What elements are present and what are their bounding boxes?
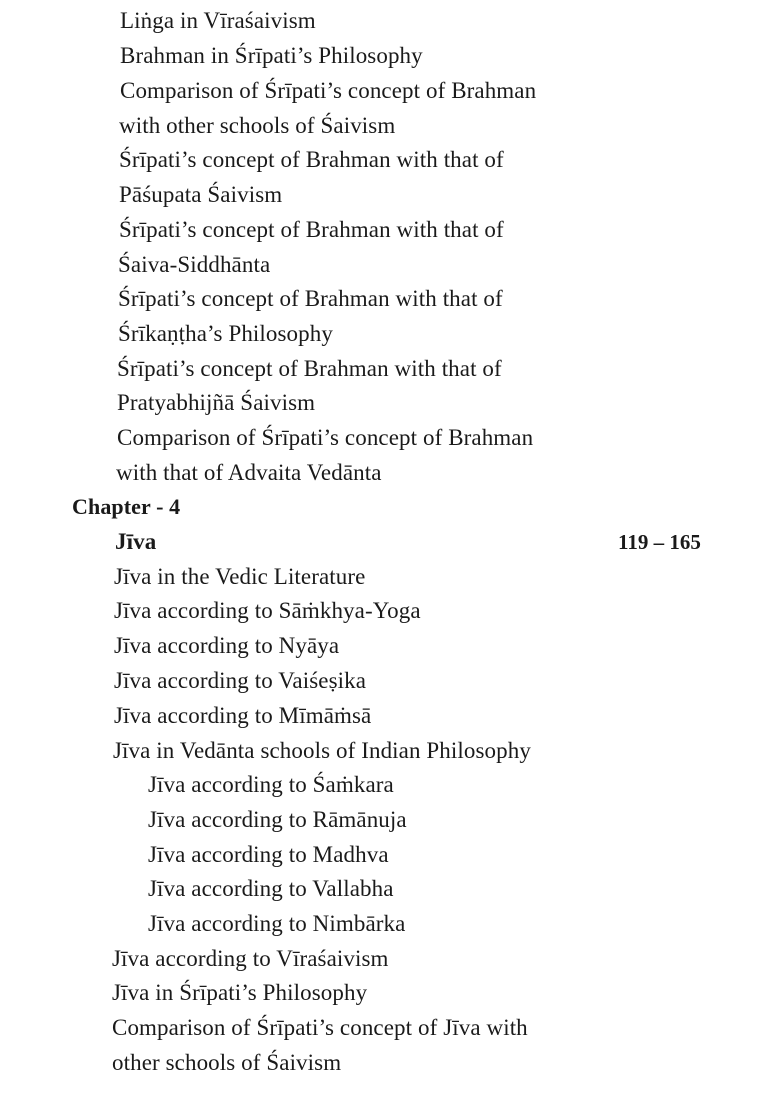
toc-entry: Śrīpati’s concept of Brahman with that of bbox=[117, 356, 502, 381]
toc-entry: with other schools of Śaivism bbox=[119, 113, 396, 138]
toc-sub-entry: Jīva according to Śaṁkara bbox=[148, 772, 394, 797]
toc-entry: Śrīpati’s concept of Brahman with that of bbox=[119, 147, 504, 172]
toc-entry: Jīva according to Vaiśeṣika bbox=[114, 668, 367, 693]
toc-entry: Jīva according to Mīmāṁsā bbox=[114, 703, 372, 728]
toc-entry: Brahman in Śrīpati’s Philosophy bbox=[120, 43, 423, 68]
toc-entry: other schools of Śaivism bbox=[112, 1050, 342, 1075]
toc-entry: Pāśupata Śaivism bbox=[119, 182, 283, 207]
toc-entry: Śrīpati’s concept of Brahman with that of bbox=[119, 217, 504, 242]
toc-sub-entry: Jīva according to Rāmānuja bbox=[148, 807, 407, 832]
toc-entry: Jīva according to Sāṁkhya-Yoga bbox=[114, 598, 421, 623]
toc-entry: Jīva in the Vedic Literature bbox=[114, 564, 366, 589]
toc-entry: with that of Advaita Vedānta bbox=[116, 460, 382, 485]
toc-sub-entry: Jīva according to Vallabha bbox=[148, 876, 394, 901]
toc-entry: Jīva in Śrīpati’s Philosophy bbox=[112, 980, 368, 1005]
toc-entry: Comparison of Śrīpati’s concept of Jīva with bbox=[112, 1015, 528, 1040]
toc-entry: Śaiva-Siddhānta bbox=[118, 252, 271, 277]
toc-entry: Liṅga in Vīraśaivism bbox=[120, 8, 316, 33]
toc-entry: Jīva according to Vīraśaivism bbox=[112, 946, 389, 971]
chapter-heading: Chapter - 4 bbox=[72, 494, 181, 519]
toc-entry: Comparison of Śrīpati’s concept of Brahman bbox=[117, 425, 534, 450]
toc-entry: Jīva in Vedānta schools of Indian Philosophy bbox=[113, 738, 531, 763]
toc-entry: Śrīkaṇṭha’s Philosophy bbox=[118, 321, 333, 346]
toc-entry: Pratyabhijñā Śaivism bbox=[117, 390, 316, 415]
toc-entry: Jīva according to Nyāya bbox=[114, 633, 340, 658]
chapter-page-range: 119 – 165 bbox=[618, 530, 701, 554]
toc-sub-entry: Jīva according to Madhva bbox=[148, 842, 389, 867]
toc-entry: Comparison of Śrīpati’s concept of Brahman bbox=[120, 78, 537, 103]
toc-sub-entry: Jīva according to Nimbārka bbox=[148, 911, 406, 936]
toc-entry: Śrīpati’s concept of Brahman with that of bbox=[118, 286, 503, 311]
chapter-title: Jīva bbox=[115, 529, 157, 554]
